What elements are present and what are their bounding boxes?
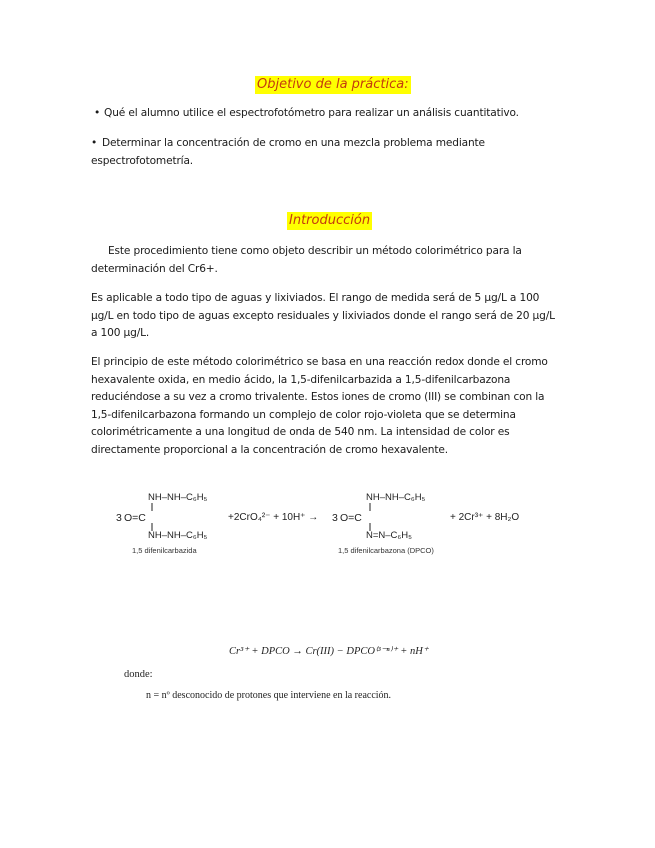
reaction-products-tail: + 2Cr³⁺ + 8H₂O (450, 512, 520, 523)
reactant-carbonyl: O=C (124, 512, 146, 524)
complex-equation: Cr³⁺ + DPCO → Cr(III) − DPCO⁽³⁻ⁿ⁾⁺ + nH⁺ (229, 646, 429, 657)
reactant-bottom-group: NH–NH–C₆H₅ (148, 530, 208, 541)
intro-paragraph-2: Es aplicable a todo tipo de aguas y lixiviados. El rango de medida será de 5 µg/L a 100 µg/L en todo tipo de aguas excepto residuales y lixiviados donde el rango será de 20 µg/L a 100 µg/L. (91, 292, 555, 340)
product-name: 1,5 difenilcarbazona (DPCO) (338, 546, 434, 555)
product-bonds (368, 502, 372, 532)
product-bottom-group: N=N–C₆H₅ (366, 530, 412, 541)
reaction-middle-terms: +2CrO₄²⁻ + 10H⁺ → (228, 512, 319, 523)
reaction-scheme (110, 488, 550, 558)
objetivo-bullet-2: Determinar la concentración de cromo en una mezcla problema mediante espectrofotometría. (91, 137, 485, 167)
reactant-coefficient: 3 (116, 512, 122, 524)
bullet-marker: • (91, 137, 98, 149)
objetivo-bullet-1: Qué el alumno utilice el espectrofotómetro para realizar un análisis cuantitativo. (104, 107, 519, 119)
equation-note: n = nº desconocido de protones que interviene en la reacción. (146, 690, 392, 701)
reactant-name: 1,5 difenilcarbazida (132, 546, 197, 555)
bullet-marker: • (94, 107, 101, 119)
introduccion-heading: Introducción (289, 213, 371, 228)
reactant-bonds (150, 502, 154, 532)
objetivo-heading: Objetivo de la práctica: (257, 77, 409, 92)
product-top-group: NH–NH–C₆H₅ (366, 492, 426, 503)
intro-paragraph-3: El principio de este método colorimétrico se basa en una reacción redox donde el cromo hexavalente oxida, en medio ácido, la 1,5-difenilcarbazida a 1,5-difenilcarbazona reduciéndose a su vez a cromo trivalente. Estos iones de cromo (III) se combinan con la 1,5-difenilcarbazona formando un complejo de color rojo-violeta que se determina colorimétricamente a una longitud de onda de 540 nm. La intensidad de color es directamente proporcional a la concentración de cromo hexavalente. (91, 356, 548, 456)
product-coefficient: 3 (332, 512, 338, 524)
reactant-top-group: NH–NH–C₆H₅ (148, 492, 208, 503)
donde-label: donde: (124, 669, 153, 680)
intro-paragraph-1: Este procedimiento tiene como objeto describir un método colorimétrico para la determinación del Cr6+. (91, 245, 522, 275)
product-carbonyl: O=C (340, 512, 362, 524)
